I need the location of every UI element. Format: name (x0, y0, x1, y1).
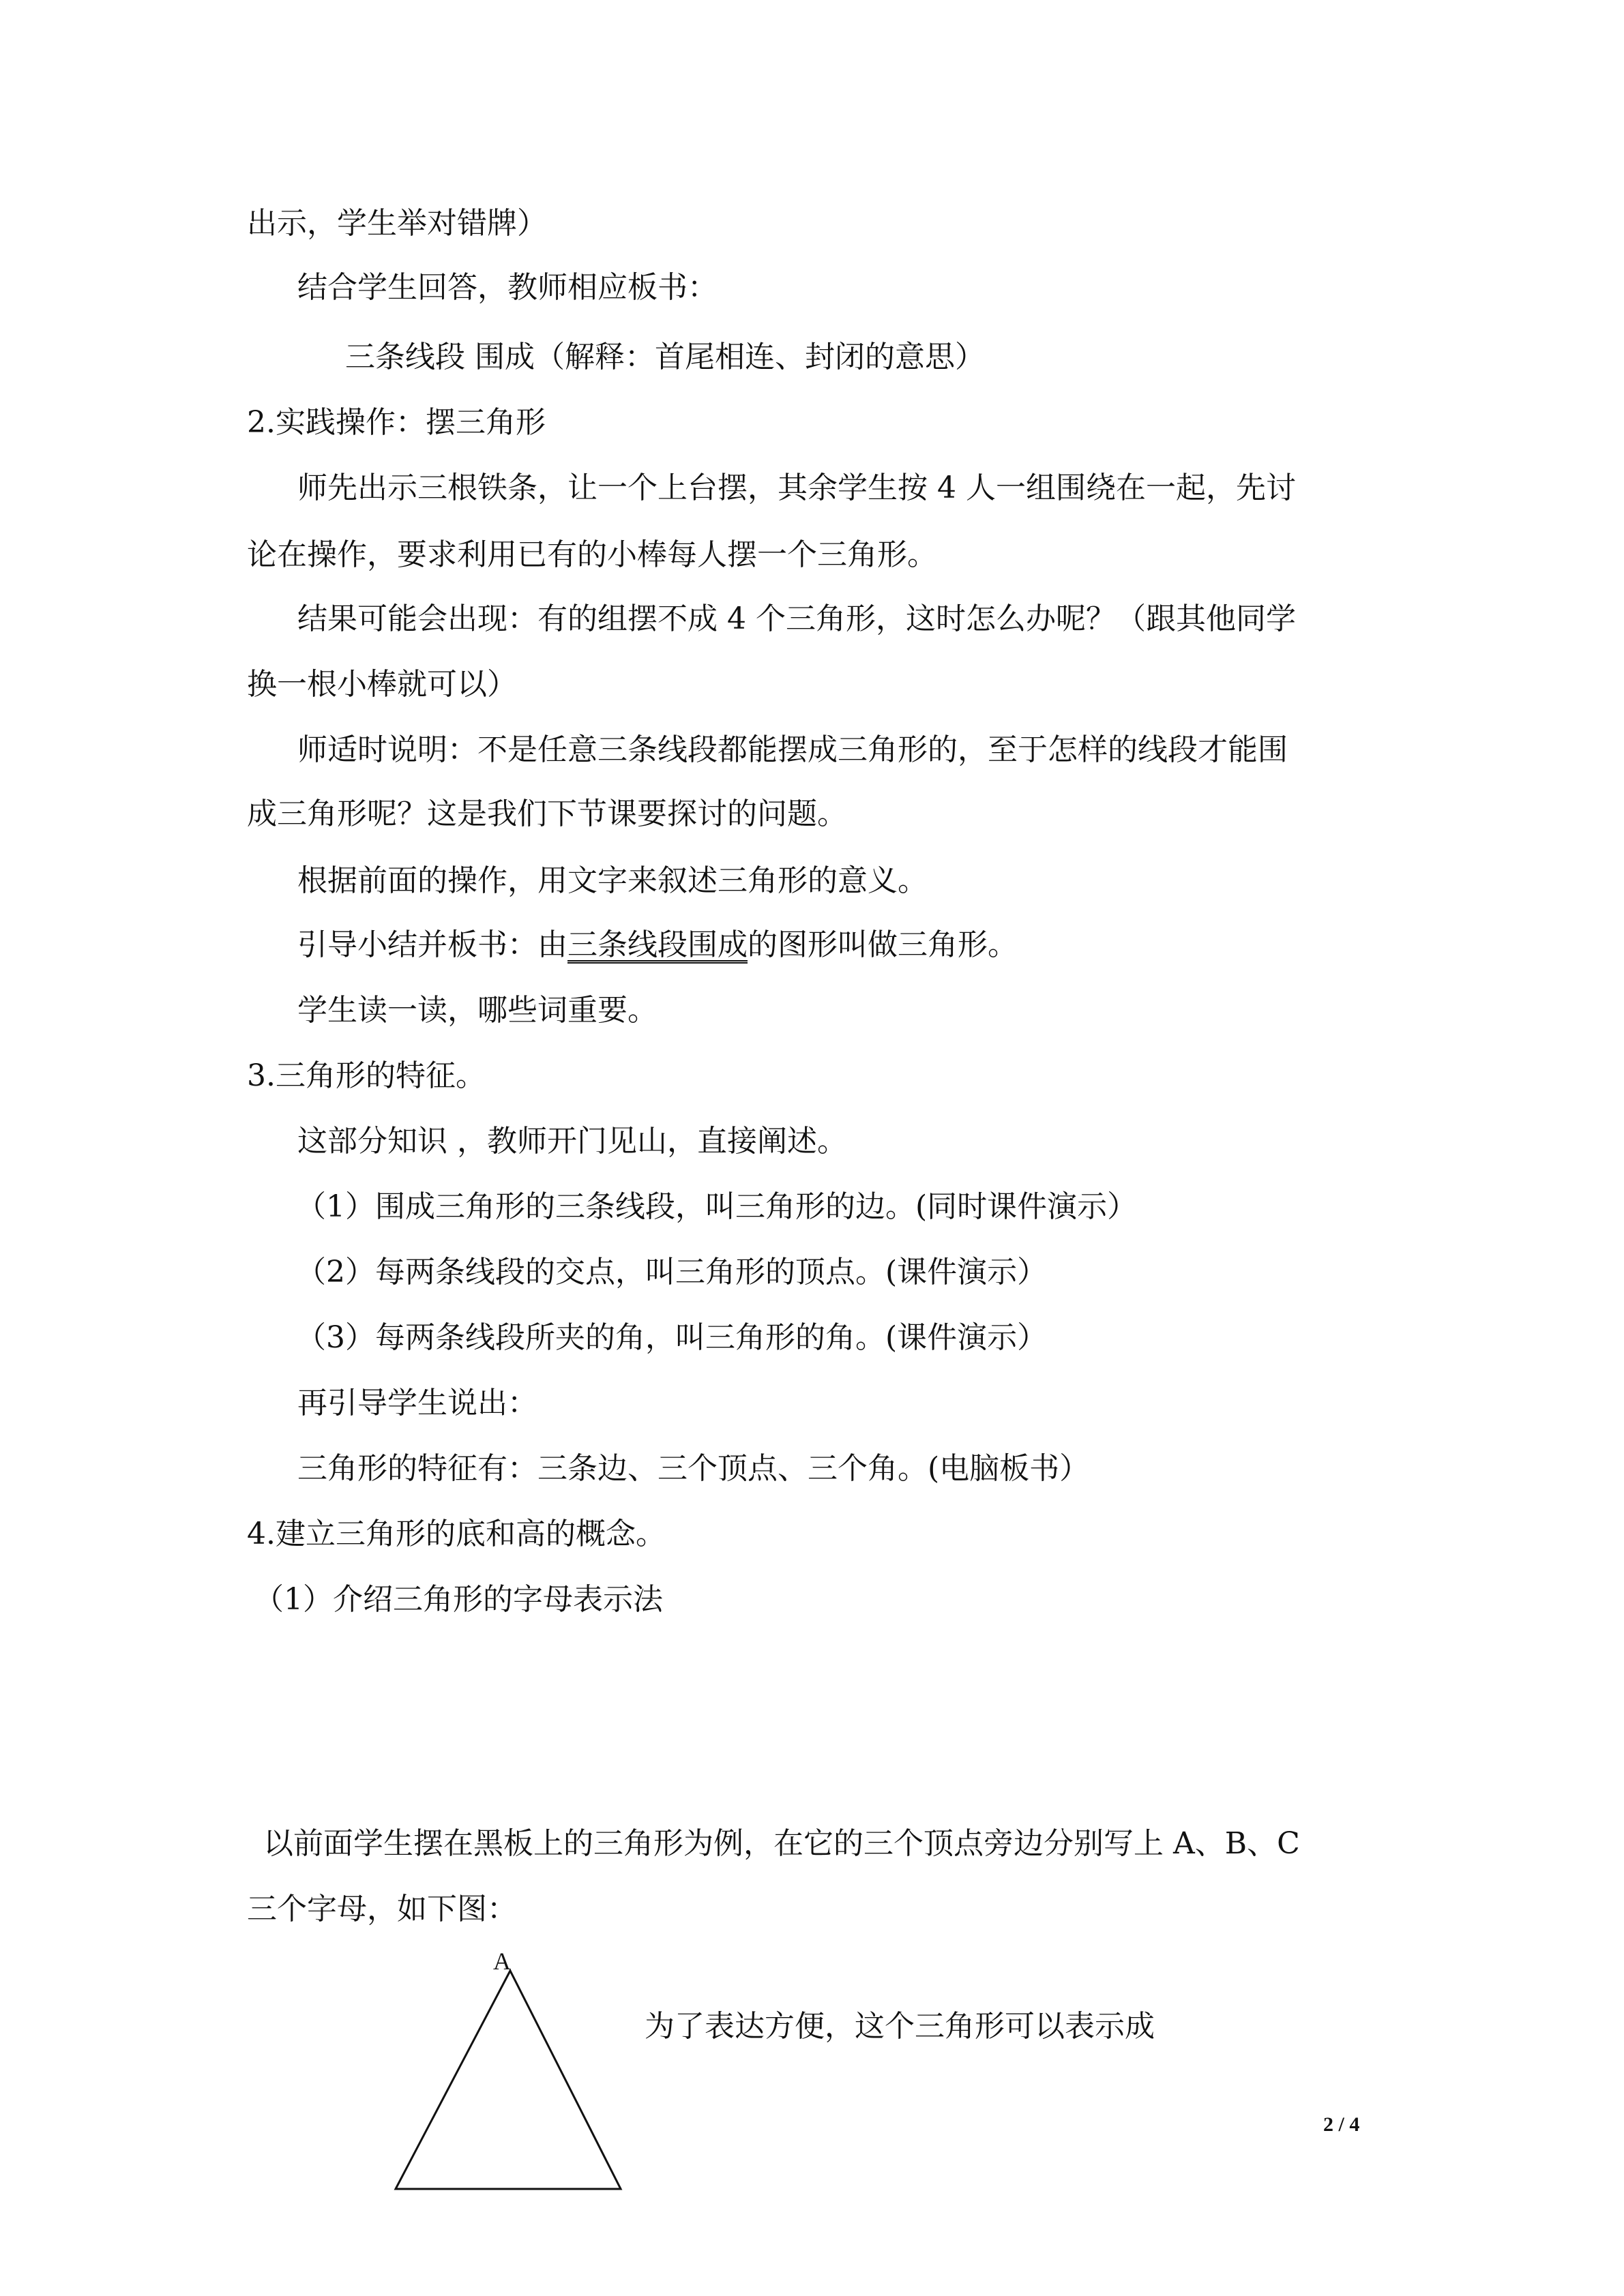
text-line: 根据前面的操作，用文字来叙述三角形的意义。 (297, 863, 928, 898)
list-item: （2）每两条线段的交点，叫三角形的顶点。(课件演示） (296, 1255, 1048, 1289)
summary-before: 引导小结并板书：由 (297, 927, 567, 962)
text-line: 结果可能会出现：有的组摆不成 4 个三角形，这时怎么办呢？（跟其他同学 (297, 601, 1296, 636)
list-item: （3）每两条线段所夹的角，叫三角形的角。(课件演示） (296, 1320, 1048, 1355)
text-line: 再引导学生说出： (297, 1386, 537, 1420)
text-line: 这部分知识 ，教师开门见山，直接阐述。 (297, 1124, 847, 1159)
triangle-figure (382, 1937, 641, 2196)
text-line: 师先出示三根铁条，让一个上台摆，其余学生按 4 人一组围绕在一起，先讨 (297, 471, 1296, 505)
section-heading: 2.实践操作：摆三角形 (247, 405, 546, 440)
text-line: 论在操作，要求利用已有的小棒每人摆一个三角形。 (247, 537, 937, 572)
summary-underlined-phrase: 三条线段围成 (567, 927, 748, 962)
text-line: 师适时说明：不是任意三条线段都能摆成三角形的，至于怎样的线段才能围 (297, 732, 1288, 767)
text-line: 三条线段 围成（解释：首尾相连、封闭的意思） (345, 340, 985, 374)
summary-after: 的图形叫做三角形。 (748, 927, 1018, 962)
section-heading: 3.三角形的特征。 (247, 1058, 486, 1093)
text-line: 以前面学生摆在黑板上的三角形为例，在它的三个顶点旁边分别写上 A、B、C (263, 1826, 1300, 1861)
triangle-shape (396, 1971, 621, 2189)
section-heading: 4.建立三角形的底和高的概念。 (247, 1517, 666, 1551)
sub-heading: （1）介绍三角形的字母表示法 (254, 1582, 663, 1617)
text-line: 换一根小棒就可以） (247, 667, 517, 702)
text-line: 出示，学生举对错牌） (247, 206, 547, 241)
text-line: 三角形的特征有：三条边、三个顶点、三个角。(电脑板书） (297, 1451, 1090, 1486)
page-number: 2 / 4 (1323, 2113, 1360, 2136)
vertex-label-a: A (493, 1948, 511, 1975)
list-item: （1）围成三角形的三条线段，叫三角形的边。(同时课件演示） (296, 1189, 1138, 1224)
summary-line (297, 926, 1018, 964)
text-line: 三个字母，如下图： (247, 1892, 517, 1926)
text-line: 结合学生回答，教师相应板书： (297, 270, 718, 305)
figure-caption: 为了表达方便，这个三角形可以表示成 (645, 2009, 1155, 2044)
text-line: 学生读一读，哪些词重要。 (297, 993, 658, 1028)
text-line: 成三角形呢？这是我们下节课要探讨的问题。 (247, 796, 847, 831)
